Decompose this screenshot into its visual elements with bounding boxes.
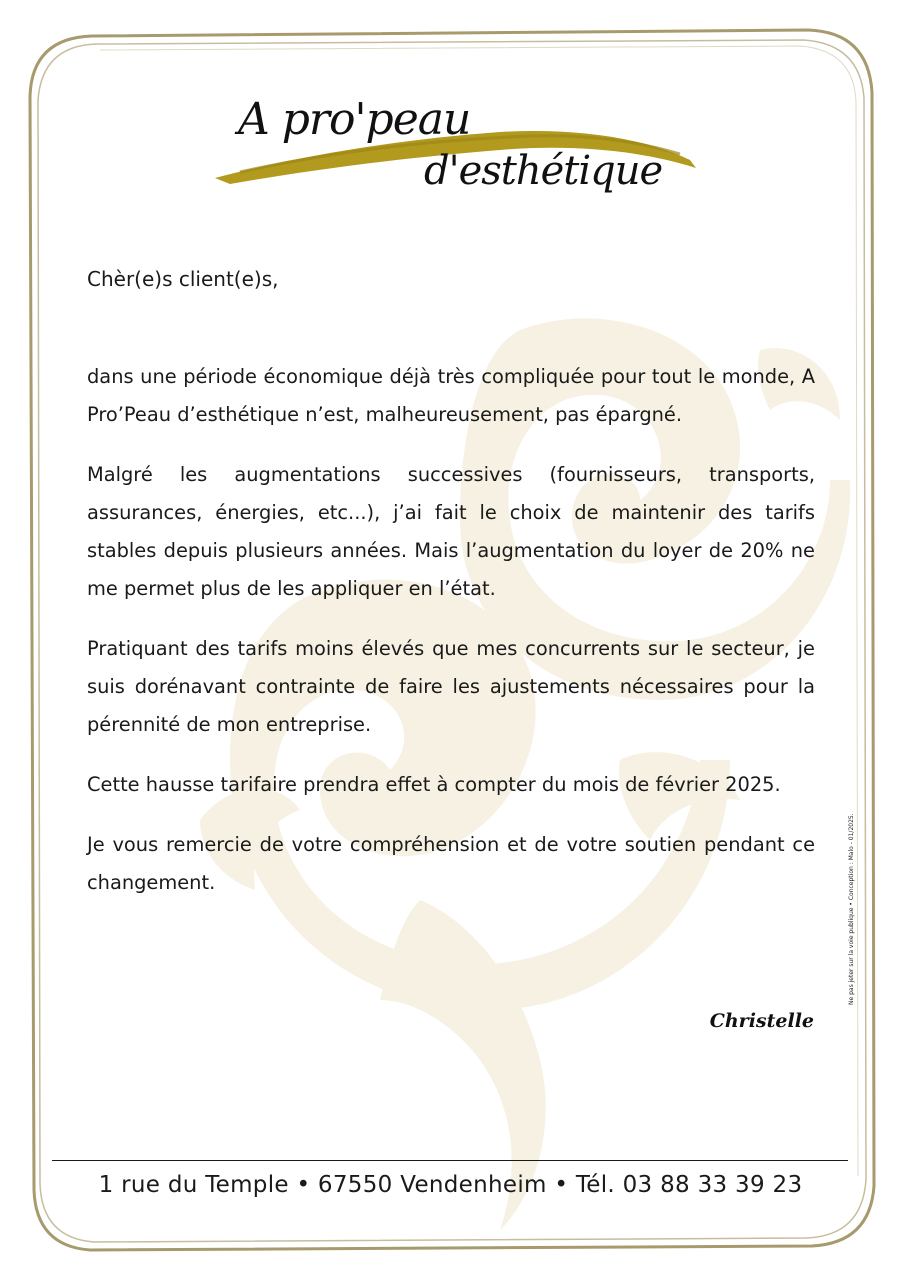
footer-divider [52, 1160, 848, 1161]
letter-signature: Christelle [709, 1010, 814, 1032]
letter-body [87, 358, 815, 924]
footer-address: 1 rue du Temple • 67550 Vendenheim • Tél. 03 88 33 39 23 [98, 1172, 803, 1198]
letter-paragraph: Cette hausse tarifaire prendra effet à compter du mois de février 2025. [87, 773, 781, 796]
letter-salutation: Chèr(e)s client(e)s, [87, 267, 279, 291]
legal-side-note: Ne pas jeter sur la voie publique • Conception : Malo - 01/2025. [848, 813, 855, 1005]
letter-paragraph: Pratiquant des tarifs moins élevés que mes concurrents sur le secteur, je suis dorénavant contrainte de faire les ajustements nécessaires pour la pérennité de mon entreprise. [87, 637, 815, 736]
letter-paragraph: Malgré les augmentations successives (fournisseurs, transports, assurances, énergies, etc...), j’ai fait le choix de maintenir des tarifs stables depuis plusieurs années. Mais l’augmentation du loyer de 20% ne me permet plus de les appliquer en l’état. [87, 463, 815, 600]
logo-text-line2: d'esthétique [424, 148, 663, 194]
brand-logo [210, 88, 710, 218]
logo-text-line1: A pro'peau [238, 94, 471, 145]
letter-paragraph: Je vous remercie de votre compréhension et de votre soutien pendant ce changement. [87, 833, 815, 894]
letter-paragraph: dans une période économique déjà très compliquée pour tout le monde, A Pro’Peau d’esthétique n’est, malheureusement, pas épargné. [87, 365, 815, 426]
